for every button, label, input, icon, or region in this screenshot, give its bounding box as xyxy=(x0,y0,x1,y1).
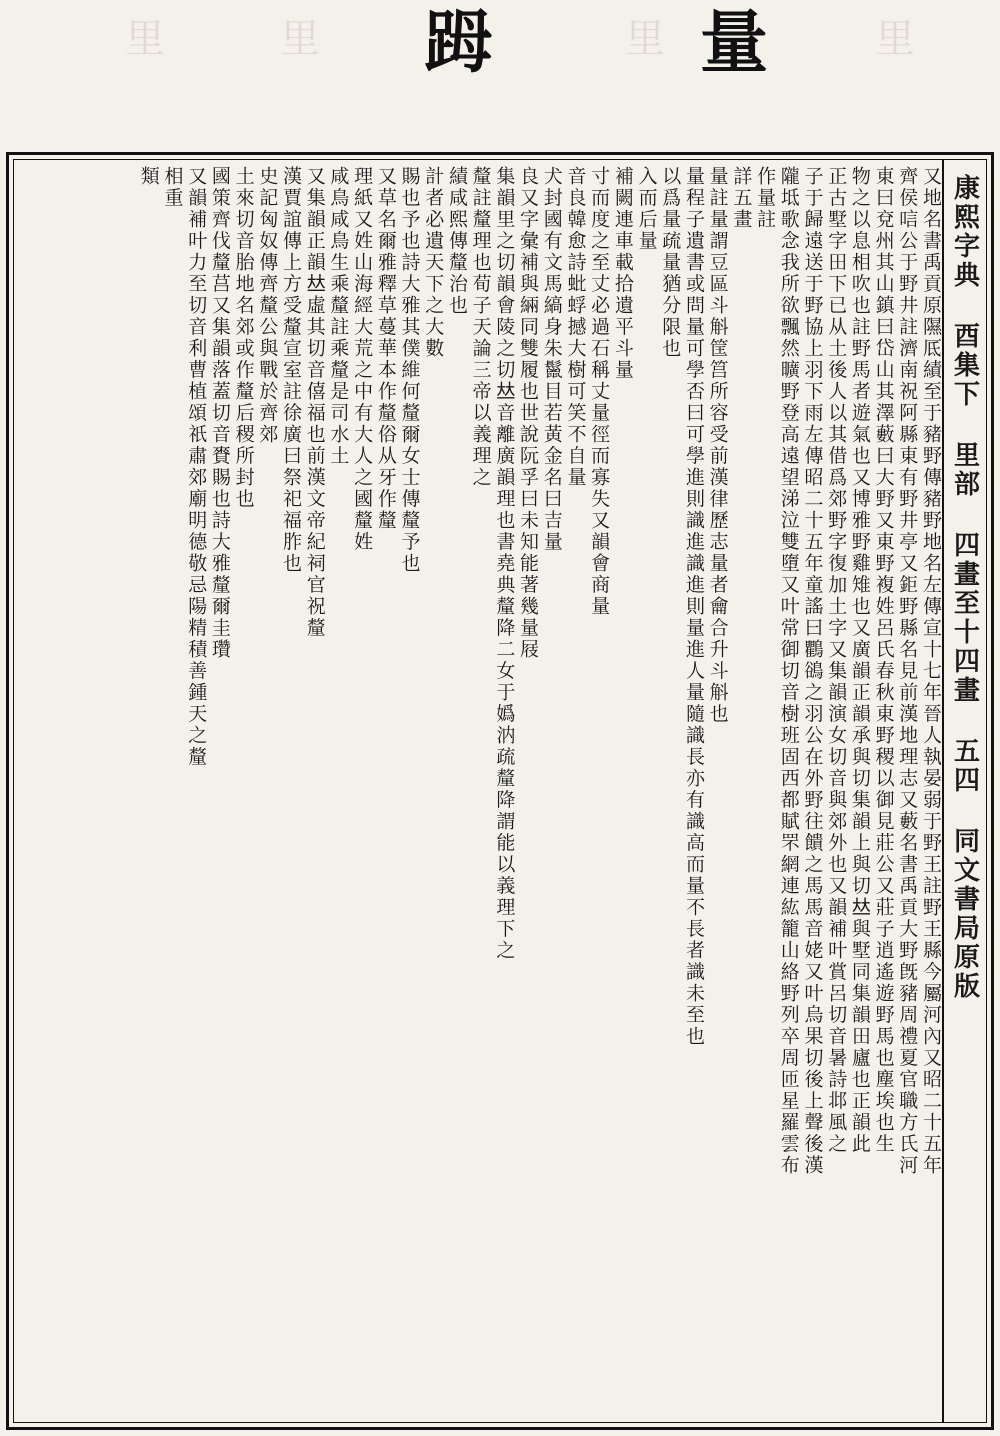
running-header-text xyxy=(947,174,984,1001)
text-column: 集韻里之切韻會陵之切𠀤音離廣韻理也書堯典釐降二女于嬀汭疏釐降謂能以義理下之 xyxy=(493,166,516,962)
entry-text xyxy=(18,160,942,1422)
text-column: 賜也予也詩大雅其僕維何釐爾女士傳釐予也 xyxy=(398,166,421,575)
text-column: 史記匈奴傳齊釐公與戰於齊郊 xyxy=(256,166,279,446)
faded-show-through-mark: ⾥ xyxy=(875,16,915,62)
book-title: 康熙字典 xyxy=(949,174,980,290)
text-column: 入而后量 xyxy=(635,166,658,252)
text-column: 良又字彙補與緉同雙履也世說阮孚曰未知能著幾量屐 xyxy=(517,166,540,661)
text-column: 子于歸遠送于野協上羽下雨左傳昭二十五年童謠曰鸜鵒之羽公在外野往饋之馬馬音姥又叶烏果切後上聲後漢 xyxy=(801,166,824,1177)
text-column: 土來切音胎地名郊或作釐后稷所封也 xyxy=(232,166,255,510)
collection-label: 酉集下 xyxy=(949,322,980,410)
text-column: 漢賈誼傳上方受釐宣室註徐廣曰祭祀福胙也 xyxy=(280,166,303,575)
text-column: 齊侯唁公于野井註濟南祝阿縣東有野井亭又鉅野縣名見前漢地理志又藪名書禹貢大野旣豬周禮夏官職方氏河 xyxy=(896,166,919,1177)
text-column: 咸鳥咸鳥生乘釐註乘釐是司水土 xyxy=(327,166,350,467)
text-column: 作量註 xyxy=(754,166,777,231)
stroke-range: 四畫至十四畫 xyxy=(949,531,980,706)
text-column: 以爲量疏量猶分限也 xyxy=(659,166,682,360)
text-column: 隴坻歌念我所欲飄然曠野登高遠望涕泣雙墮又叶常御切音樹班固西都賦罘網連紘籠山絡野列卒周匝星羅雲布 xyxy=(777,166,800,1177)
text-column: 釐註釐理也荀子天論三帝以義理之 xyxy=(469,166,492,489)
text-column: 寸而度之至丈必過石稱丈量徑而寡失又韻會商量 xyxy=(588,166,611,618)
text-column: 類 xyxy=(137,166,160,188)
text-column: 量註量謂豆區斗斛筐筥所容受前漢律歷志量者龠合升斗斛也 xyxy=(706,166,729,725)
publisher-label: 同文書局原版 xyxy=(949,827,980,1002)
text-column: 相重 xyxy=(161,166,184,209)
text-column: 計者必遺天下之大數 xyxy=(422,166,445,360)
text-column: 理紙又姓山海經大荒之中有大人之國釐姓 xyxy=(351,166,374,553)
text-column: 又韻補叶力至切音利曹植頌祇肅郊廟明德敬忌陽精積善鍾天之釐 xyxy=(185,166,208,768)
text-column: 補闕連車載拾遺平斗量 xyxy=(611,166,634,381)
text-column: 物之以息相吹也註野馬者遊氣也又博雅野雞雉也又廣韻正韻承與切集韻上與切𠀤與墅同集韻田廬也正韻此 xyxy=(848,166,871,1155)
text-column: 國策齊伐釐莒又集韻落蓋切音賚賜也詩大雅釐爾圭瓚 xyxy=(208,166,231,661)
faded-show-through-mark: ⾥ xyxy=(125,16,165,62)
running-header xyxy=(942,160,986,1422)
text-column: 又地名書禹貢原隰厎績至于豬野傳豬野地名左傳宣十七年晉人執晏弱于野王註野王縣今屬河內又昭二十五年 xyxy=(920,166,942,1177)
radical-label: 里部 xyxy=(949,441,980,500)
seal-band xyxy=(0,0,1000,150)
seal-character-small: 𧿹 xyxy=(424,3,489,83)
text-column: 又集韻正韻𠀤虛其切音僖福也前漢文帝紀祠官祝釐 xyxy=(303,166,326,639)
text-column: 犬封國有文馬縞身朱鬣目若黃金名曰吉量 xyxy=(540,166,563,553)
text-frame-inner xyxy=(13,159,987,1423)
text-column: 量程子遺書或問量可學否曰可學進則識進識進則量進人量隨識長亦有識高而量不長者識未至也 xyxy=(682,166,705,1048)
text-column: 又草名爾雅釋草蔓華本作釐俗从牙作釐 xyxy=(374,166,397,532)
text-column: 音良韓愈詩蚍蜉撼大樹可笑不自量 xyxy=(564,166,587,489)
page-number: 五四 xyxy=(949,737,980,796)
text-column: 詳五畫 xyxy=(730,166,753,231)
text-column: 正古墅字田下已从土後人以其借爲郊野字復加土字又集韻演女切音與郊外也又韻補叶賞呂切音暑詩邶風之 xyxy=(825,166,848,1155)
text-column: 績咸熙傳釐治也 xyxy=(445,166,468,317)
text-frame xyxy=(6,152,994,1430)
text-column: 東曰兗州其山鎮曰岱山其澤藪曰大野又東野複姓呂氏春秋東野稷以御見莊公又莊子逍遙遊野馬也塵埃也生 xyxy=(872,166,895,1155)
seal-character-large: 量 xyxy=(700,3,765,83)
faded-show-through-mark: ⾥ xyxy=(625,16,665,62)
faded-show-through-mark: ⾥ xyxy=(280,16,320,62)
